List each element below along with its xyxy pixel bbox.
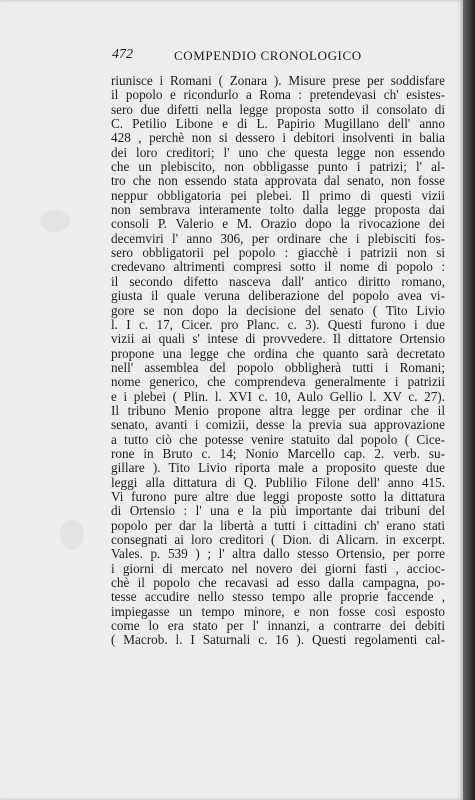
text-line: consegnati ai loro creditori ( Dion. di Alicarn. in excerpt. [111, 533, 445, 547]
text-line: i giorni di mercato nel novero dei giorni fasti , accioc- [111, 561, 445, 576]
text-line: giusta il quale veruna deliberazione del popolo avea vi- [111, 289, 445, 304]
text-line: l. I c. 17, Cicer. pro Planc. c. 3). Questi furono i due [111, 317, 445, 332]
text-line: popolo per dar la libertà a tutti i cittadini ch' erano stati [111, 518, 445, 533]
text-line: e i plebei ( Plin. l. XVI c. 10, Aulo Gellio l. XV c. 27). [111, 389, 445, 404]
text-line: tro che non essendo stata approvata dal senato, non fosse [111, 174, 445, 189]
text-line: nell' assemblea del popolo obbligherà tutti i Romani; [111, 360, 445, 375]
text-line: Il tribuno Menio propone altra legge per ordinar che il [111, 403, 445, 418]
book-binding-edge [463, 0, 475, 800]
text-line: 428 , perchè non si dessero i debitori insolventi in balia [111, 131, 445, 146]
text-line: leggi alla dittatura di Q. Publilio Filone dell' anno 415. [111, 475, 445, 490]
text-line: ( Macrob. l. I Saturnali c. 16 ). Questi regolamenti cal- [111, 633, 445, 648]
text-line: dei loro creditori; l' uno che questa legge non essendo [111, 145, 445, 160]
text-line: consoli P. Valerio e M. Orazio dopo la rivocazione dei [111, 217, 445, 232]
body-text [111, 74, 445, 648]
text-line: neppur obbligatoria pei plebei. Il primo di questi vizii [111, 188, 445, 203]
text-line: rone in Bruto c. 14; Nonio Marcello cap. 2. verb. su- [111, 446, 445, 461]
running-head: COMPENDIO CRONOLOGICO [174, 48, 362, 63]
text-line: decemviri l' anno 306, per ordinare che i plebisciti fos- [111, 231, 445, 246]
text-line: chè il popolo che recavasi ad esso dalla campagna, po- [111, 576, 445, 591]
text-line: propone una legge che ordina che quanto sarà decretato [111, 346, 445, 361]
text-line: tesse accudire nello stesso tempo alle proprie faccende , [111, 590, 445, 605]
text-line: che un plebiscito, non obbligasse punto i patrizi; l' al- [111, 160, 445, 175]
text-line: di Ortensio : l' una e la più importante dai tribuni del [111, 504, 445, 519]
text-line: sero obbligatorii pel popolo : giacchè i patrizii non si [111, 246, 445, 261]
text-line: come lo era stato per l' innanzi, a contrarre dei debiti [111, 619, 445, 634]
text-line: credevano altrimenti compresi sotto il nome di popolo : [111, 260, 445, 275]
text-line: nome generico, che comprendeva generalmente i patrizii [111, 375, 445, 390]
text-line: a tutto ciò che potesse venire statuito dal popolo ( Cice- [111, 432, 445, 447]
text-line: sero due difetti nella legge proposta sotto il consolato di [111, 102, 445, 117]
page-header [112, 47, 442, 67]
text-line: gore se non dopo la decisione del senato ( Tito Livio [111, 303, 445, 318]
text-line: C. Petilio Libone e di L. Papirio Mugillano dell' anno [111, 117, 445, 132]
text-line: senato, avanti i comizii, desse la previa sua approvazione [111, 418, 445, 433]
text-line: vizii ai quali s' intese di provvedere. Il dittatore Ortensio [111, 332, 445, 347]
paper-stain [60, 520, 84, 550]
page-number: 472 [112, 47, 133, 62]
text-line: riunisce i Romani ( Zonara ). Misure prese per soddisfare [111, 74, 445, 88]
text-line: gillare ). Tito Livio riporta male a proposito queste due [111, 461, 445, 476]
text-line: non sembrava interamente tolto dalla legge proposta dai [111, 203, 445, 218]
text-line: il secondo difetto nasceva dall' antico diritto romano, [111, 274, 445, 289]
text-line: il popolo e ricondurlo a Roma : pretendevasi ch' esistes- [111, 88, 445, 103]
text-line: impiegasse un tempo minore, e non fosse così esposto [111, 604, 445, 619]
text-line: Vales. p. 539 ) ; l' altra dallo stesso Ortensio, per porre [111, 547, 445, 562]
paper-stain [40, 210, 70, 232]
text-line: Vi furono pure altre due leggi proposte sotto la dittatura [111, 489, 445, 504]
